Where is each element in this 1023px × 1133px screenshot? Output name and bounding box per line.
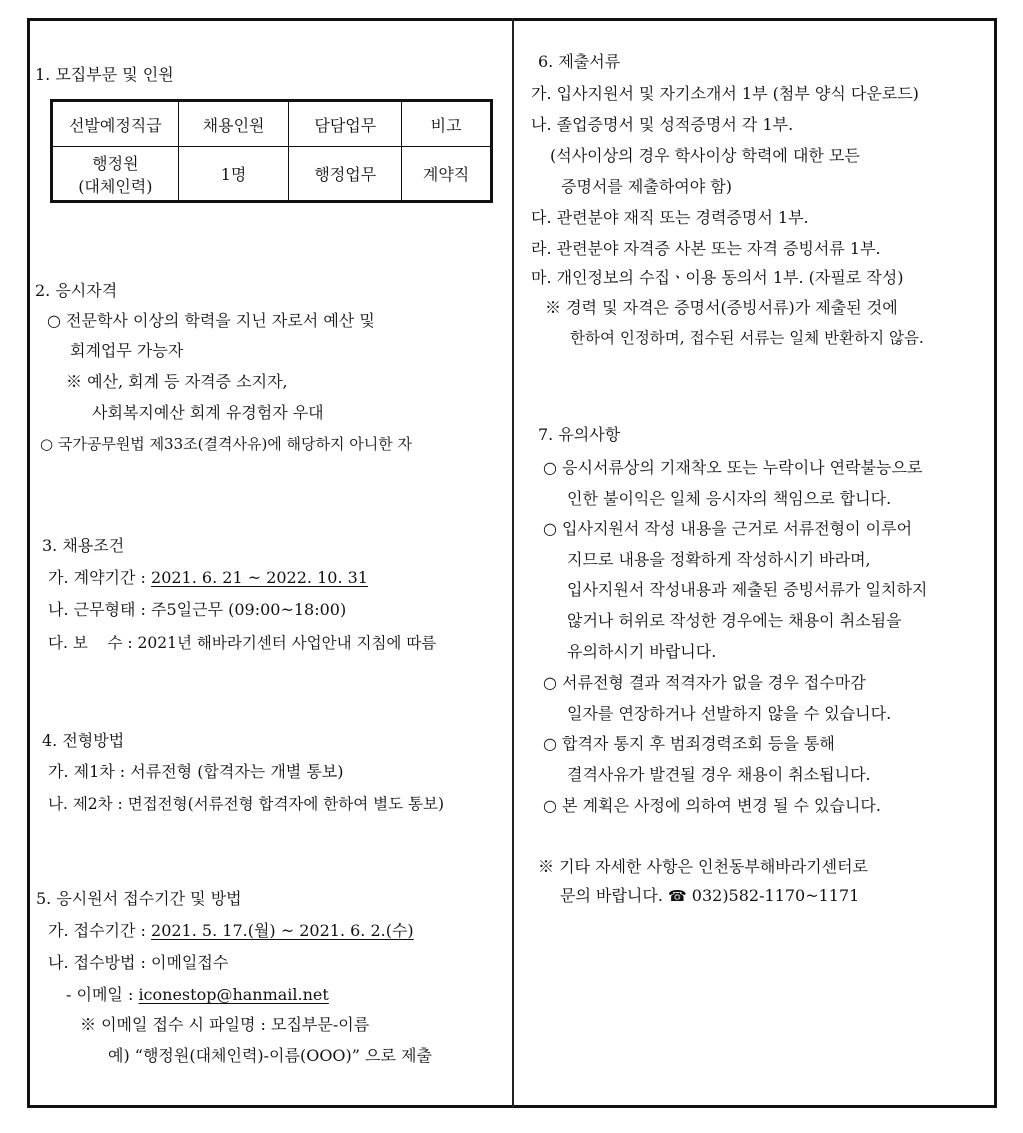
document-line: 증명서를 제출하여야 함) [561, 177, 732, 196]
caution-line: 유의하시기 바랍니다. [567, 642, 717, 661]
contact-text: 문의 바랍니다. [560, 886, 668, 905]
email-link[interactable]: iconestop@hanmail.net [138, 985, 329, 1004]
caution-line: ○ 본 계획은 사정에 의하여 변경 될 수 있습니다. [543, 796, 881, 815]
section1-title: 1. 모집부문 및 인원 [35, 65, 174, 84]
header-note: 비고 [402, 101, 492, 147]
caution-line: 지므로 내용을 정확하게 작성하시기 바라며, [567, 550, 871, 569]
caution-line: ○ 서류전형 결과 적격자가 없을 경우 접수마감 [543, 673, 866, 692]
email-line [66, 985, 329, 1005]
selection-second: 나. 제2차 : 면접전형(서류전형 합격자에 한하여 별도 통보) [48, 795, 445, 813]
section3-title: 3. 채용조건 [42, 536, 125, 555]
section5-title: 5. 응시원서 접수기간 및 방법 [36, 889, 242, 908]
column-divider [512, 18, 514, 1108]
qualification-line: 사회복지예산 회계 유경험자 우대 [92, 403, 324, 422]
document-line: 가. 입사지원서 및 자기소개서 1부 (첨부 양식 다운로드) [531, 84, 919, 103]
header-rank: 선발예정직급 [52, 101, 179, 147]
application-period-label: 가. 접수기간 : [48, 921, 152, 940]
cell-note: 계약직 [402, 147, 492, 202]
application-method: 나. 접수방법 : 이메일접수 [48, 953, 229, 972]
table-header-row [52, 101, 492, 147]
document-line: 마. 개인정보의 수집ㆍ이용 동의서 1부. (자필로 작성) [531, 268, 904, 287]
section7-title: 7. 유의사항 [538, 425, 621, 444]
application-period [48, 921, 414, 941]
caution-line: 입사지원서 작성내용과 제출된 증빙서류가 일치하지 [567, 580, 928, 599]
caution-line: 일자를 연장하거나 선발하지 않을 수 있습니다. [567, 704, 892, 723]
contact-line1: ※ 기타 자세한 사항은 인천동부해바라기센터로 [538, 857, 869, 876]
table-row [52, 147, 492, 202]
phone-icon: ☎ [668, 887, 687, 905]
caution-line: 않거나 허위로 작성한 경우에는 채용이 취소됨을 [567, 611, 902, 630]
application-period-value: 2021. 5. 17.(월) ~ 2021. 6. 2.(수) [151, 921, 414, 940]
pay: 다. 보 수 : 2021년 해바라기센터 사업안내 지침에 따름 [48, 634, 437, 652]
cell-rank [52, 147, 179, 202]
caution-line: ○ 합격자 통지 후 범죄경력조회 등을 통해 [543, 734, 835, 753]
contract-period [48, 568, 368, 588]
document-line: (석사이상의 경우 학사이상 학력에 대한 모든 [550, 146, 860, 165]
document-line: 라. 관련분야 자격증 사본 또는 자격 증빙서류 1부. [531, 239, 881, 258]
section6-title: 6. 제출서류 [538, 52, 621, 71]
filename-example: 예) “행정원(대체인력)-이름(OOO)” 으로 제출 [108, 1046, 432, 1065]
phone-number: 032)582-1170~1171 [686, 886, 860, 905]
qualification-line: ○ 국가공무원법 제33조(결격사유)에 해당하지 아니한 자 [40, 435, 413, 453]
document-line: 한하여 인정하며, 접수된 서류는 일체 반환하지 않음. [570, 329, 924, 347]
cell-rank-line2: (대체인력) [78, 176, 153, 196]
document-line: 나. 졸업증명서 및 성적증명서 각 1부. [531, 115, 794, 134]
section4-title: 4. 전형방법 [42, 731, 125, 750]
selection-first: 가. 제1차 : 서류전형 (합격자는 개별 통보) [48, 762, 344, 781]
section2-title: 2. 응시자격 [35, 281, 118, 300]
document-line: 다. 관련분야 재직 또는 경력증명서 1부. [531, 208, 809, 227]
document-line: ※ 경력 및 자격은 증명서(증빙서류)가 제출된 것에 [545, 298, 898, 317]
qualification-line: 회계업무 가능자 [70, 341, 184, 360]
work-type: 나. 근무형태 : 주5일근무 (09:00~18:00) [48, 600, 347, 619]
contact-line2 [560, 886, 859, 906]
contract-period-value: 2021. 6. 21 ~ 2022. 10. 31 [151, 568, 368, 587]
header-duty: 담담업무 [289, 101, 402, 147]
caution-line: 인한 불이익은 일체 응시자의 책임으로 합니다. [567, 489, 892, 508]
filename-note: ※ 이메일 접수 시 파일명 : 모집부문-이름 [80, 1015, 370, 1034]
qualification-line: ○ 전문학사 이상의 학력을 지닌 자로서 예산 및 [47, 311, 375, 330]
caution-line: ○ 응시서류상의 기재착오 또는 누락이나 연락불능으로 [543, 458, 923, 477]
email-label: - 이메일 : [66, 985, 139, 1004]
contract-period-label: 가. 계약기간 : [48, 568, 152, 587]
caution-line: 결격사유가 발견될 경우 채용이 취소됩니다. [567, 765, 871, 784]
qualification-line: ※ 예산, 회계 등 자격증 소지자, [66, 372, 288, 391]
recruitment-table [50, 99, 493, 203]
cell-duty: 행정업무 [289, 147, 402, 202]
cell-count: 1명 [178, 147, 289, 202]
header-count: 채용인원 [178, 101, 289, 147]
caution-line: ○ 입사지원서 작성 내용을 근거로 서류전형이 이루어 [543, 519, 913, 538]
cell-rank-line1: 행정원 [92, 153, 139, 173]
